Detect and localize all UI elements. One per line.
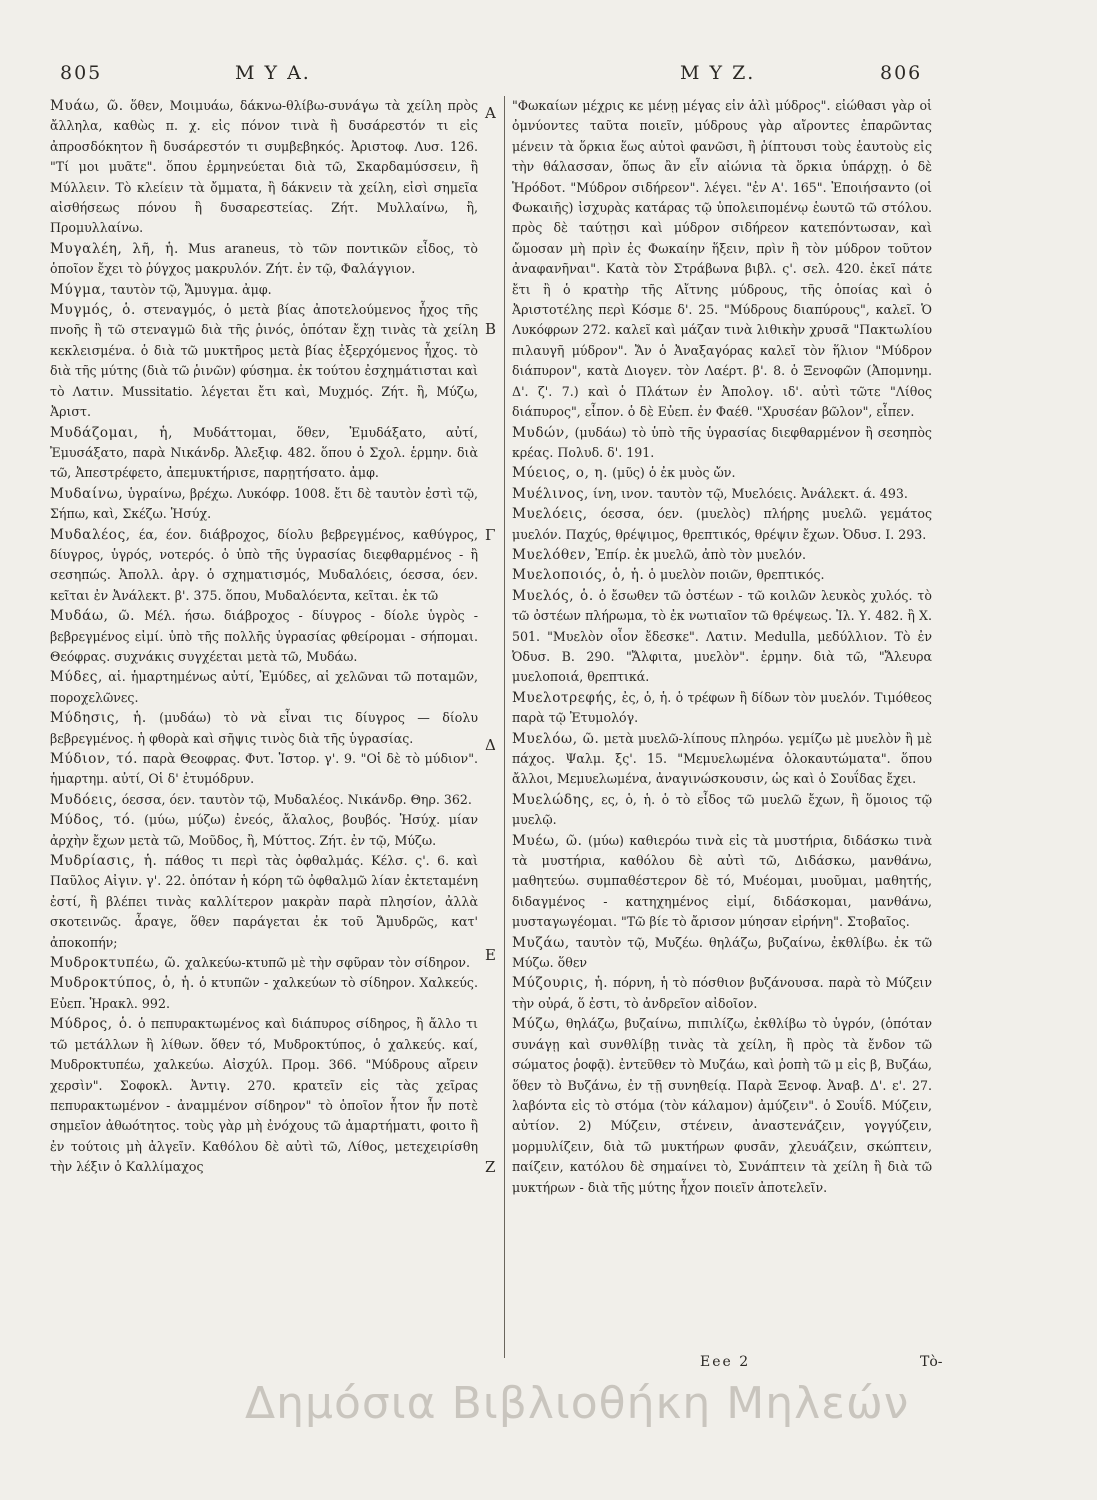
entry-definition: έα, έον. διάβροχος, δίολυ βεβρεγμένος, καθύγρος, δίυγρος, ὑγρός, νοτερός. ὁ ὑπὸ τῆς ὑγρασίας διεφθαρμένος - ἢ σεσηπώς. Ἀπολλ. ἀργ. ὁ σχηματισμός, Μυδαλόεις, όεσσα, όεν. κεῖται ἐν Ἀνάλεκτ. β'. 375. ὅπου, Μυδαλόεντα, κεῖται. ἐκ τῶ [50, 526, 478, 603]
entry-headword: Μυδών, [512, 424, 570, 441]
entry-definition: όεσσα, όεν. ταυτὸν τῷ, Μυδαλέος. Νικάνδρ. Θηρ. 362. [121, 791, 472, 807]
entry-headword: Μυδάζομαι, ἡ, [50, 424, 174, 441]
entry-definition: αἱ. ἡμαρτημένως αὐτί, Ἐμύδες, αἱ χελῶναι τῶ ποταμῶν, ποροχελῶνες. [50, 669, 478, 705]
entry-headword: Μυελόεις, [512, 506, 588, 523]
entry-definition: (μυδάω) τὸ νὰ εἶναι τις δίυγρος — δίολυ βεβρεγμένος. ἡ φθορὰ καὶ σῆψις τινὸς διὰ τῆς ὑγρασίας. [50, 710, 478, 746]
entry-headword: Μυδαίνω, [50, 485, 124, 502]
right-column [512, 96, 932, 1364]
margin-letter: Α [485, 104, 496, 122]
entry-headword: Μυδόεις, [50, 791, 118, 808]
dictionary-entry [50, 708, 478, 749]
entry-definition: ὁ κτυπῶν - χαλκεύων τὸ σίδηρον. Χαλκεύς. Εὐεπ. Ἡρακλ. 992. [50, 975, 478, 1011]
dictionary-entry [50, 423, 478, 484]
dictionary-entry [50, 810, 478, 851]
entry-headword: Μύδες, [50, 669, 103, 686]
entry-headword: Μυάω, ῶ. [50, 98, 124, 114]
entry-headword: Μυζάω, [512, 934, 570, 951]
entry-headword: Μυδαλέος, [50, 526, 131, 543]
entry-headword: Μυελός, ὁ. [512, 587, 594, 604]
running-head [60, 62, 940, 98]
entry-headword: Μυέλινος, [512, 485, 589, 502]
margin-letter: Ζ [485, 1158, 496, 1176]
entry-headword: Μυδάω, ῶ. [50, 608, 136, 625]
dictionary-entry [512, 1014, 932, 1198]
dictionary-entry [50, 606, 478, 667]
margin-letter: Γ [485, 526, 496, 544]
entry-headword: Μυελοτρεφής, [512, 689, 618, 706]
entry-headword: Μύειος, ο, η. [512, 465, 609, 482]
running-title-right: Μ Υ Ζ. [680, 62, 756, 84]
entry-definition: Μυδάττομαι, ὅθεν, Ἐμυδάξατο, αὐτί, Ἐμυσάξατο, παρὰ Νικάνδρ. Ἀλεξιφ. 482. ὅπου ὁ Σχολ. ἑρμην. διὰ τῶ, Ἀπεστρέφετο, ἀπεμυκτήρισε, παρῃτήσατο. ἀμφ. [50, 424, 478, 481]
catchword: Τὸ- [920, 1354, 943, 1370]
dictionary-entry [512, 586, 932, 688]
entry-headword: Μυελόθεν, [512, 546, 592, 563]
library-watermark: Δημόσια Βιβλιοθήκη Μηλεών [245, 1378, 910, 1429]
entry-definition: παρὰ Θεοφρας. Φυτ. Ἱστορ. γ'. 9. "Οἱ δὲ τὸ μύδιον". ἡμαρτημ. αὐτί, Οἱ δ' ἐτυμόδρυν. [50, 751, 478, 787]
entry-definition: θηλάζω, βυζαίνω, πιπιλίζω, ἐκθλίβω τὸ ὑγρόν, (ὁπόταν συνάγῃ καὶ συνθλίβῃ τινὰς τὰ χείλη, ἢ πρὸς τὰ ἔνδον τῶ σώματος ῥοφᾷ). ἐντεῦθεν τὸ Μυζάω, καὶ ῥοπὴ τῶ μ εἰς β, Βυζάω, ὅθεν τὸ Βυζάνω, ἐν τῇ συνηθείᾳ. Παρὰ Ξενοφ. Ἀναβ. Δ'. ε'. 27. λαβόντα εἰς τὸ στόμα (τὸν κάλαμον) ἀμύζειν". ὁ Σουΐδ. Μύζειν, αὐτίον. 2) Μύζειν, στένειν, ἀναστενάζειν, γογγύζειν, μορμυλίζειν, διὰ τῶ μυκτήρων φυσᾶν, χλευάζειν, σκώπτειν, παίζειν, κατόλου δὲ σημαίνει τὸ, Συνάπτειν τὰ χείλη ἢ διὰ τῶ μυκτήρων - διὰ τῆς μύτης ἦχον ποιεῖν ἀποτελεῖν. [512, 1016, 932, 1195]
entry-headword: Μυδροκτυπέω, ῶ. [50, 955, 181, 972]
dictionary-entry [50, 300, 478, 422]
dictionary-entry [512, 463, 932, 483]
entry-headword: Μύγμα, [50, 281, 107, 298]
entry-definition: Mus araneus, τὸ τῶν ποντικῶν εἶδος, τὸ ὁποῖον ἔχει τὸ ῥύγχος μακρυλόν. Ζήτ. ἐν τῷ, Φαλάγγιον. [50, 240, 478, 277]
dictionary-entry [512, 831, 932, 933]
dictionary-entry [512, 565, 932, 585]
page-number-left: 805 [60, 62, 103, 84]
dictionary-entry [50, 749, 478, 790]
dictionary-entry [512, 484, 932, 504]
entry-definition: ὁ πεπυρακτωμένος καὶ διάπυρος σίδηρος, ἢ ἄλλο τι τῶ μετάλλων ἢ λίθων. ὅθεν τό, Μυδροκτύπος, ὁ χαλκεύς. καί, Μυδροκτυπέω, χαλκεύω. Αἰσχύλ. Προμ. 366. "Μύδρους αἴρειν χερσὶν". Σοφοκλ. Ἀντιγ. 270. κρατεῖν εἰς τὰς χεῖρας πεπυρακτωμένον - ἀναμμένον σίδηρον" τὸ ὁποῖον ἦτον ἦν ποτὲ σημεῖον ἀθωότητος. τοὺς γὰρ μὴ ἐνόχους τῶ ἁμαρτήματι, φοιτο ἢ ἐν τούτοις μὴ ἀλγεῖν. Καθόλου δὲ αὐτὶ τῶ, Λίθος, μετεχειρίσθη τὴν λέξιν ὁ Καλλίμαχος [50, 1016, 478, 1175]
dictionary-entry [512, 973, 932, 1014]
dictionary-entry [50, 239, 478, 280]
dictionary-entry [512, 504, 932, 545]
margin-letter: Ε [485, 946, 496, 964]
margin-letter: Β [485, 320, 497, 338]
dictionary-entry [512, 729, 932, 790]
entry-headword: Μυδροκτύπος, ὁ, ἡ. [50, 975, 195, 992]
signature-mark: Eee 2 [700, 1354, 751, 1370]
entry-definition: Ἐπίρ. ἐκ μυελῶ, ἀπὸ τὸν μυελόν. [595, 546, 807, 562]
running-title-left: Μ Υ Α. [235, 62, 311, 84]
entry-definition: ίνη, ινον. ταυτὸν τῷ, Μυελόεις. Ἀνάλεκτ. ά. 493. [592, 485, 908, 501]
entry-headword: Μύδιον, τό. [50, 751, 139, 767]
column-rule [504, 96, 505, 1358]
entry-definition: (μῦς) ὁ ἐκ μυὸς ὤν. [612, 465, 736, 481]
dictionary-entry [50, 96, 478, 239]
dictionary-entry [50, 525, 478, 607]
entry-definition: χαλκεύω-κτυπῶ μὲ τὴν σφῦραν τὸν σίδηρον. [184, 955, 470, 971]
entry-headword: Μυελώδης, [512, 791, 595, 808]
entry-headword: Μυέω, ῶ. [512, 832, 583, 849]
entry-definition: (μύω, μύζω) ἐνεός, ἄλαλος, βουβός. Ἡσύχ. μίαν ἀρχὴν ἔχων μετὰ τῶ, Μοῦδος, ἢ, Μύττος. Ζήτ. ἐν τῷ, Μύζω. [50, 812, 478, 848]
entry-headword: Μυγαλέη, λῆ, ἡ. [50, 240, 179, 257]
entry-definition: (μυδάω) τὸ ὑπὸ τῆς ὑγρασίας διεφθαρμένον ἢ σεσηπὸς κρέας. Πολυδ. δ'. 191. [512, 424, 932, 460]
page-number-right: 806 [880, 62, 923, 84]
entry-definition: ες, ὁ, ἡ. ὁ τὸ εἶδος τῶ μυελῶ ἔχων, ἢ ὅμοιος τῷ μυελῷ. [512, 791, 932, 828]
dictionary-entry [50, 280, 478, 300]
entry-definition: ἐς, ὁ, ἡ. ὁ τρέφων ἢ δίδων τὸν μυελόν. Τιμόθεος παρὰ τῷ Ἐτυμολόγ. [512, 689, 932, 726]
dictionary-entry [512, 933, 932, 974]
entry-definition: μετὰ μυελῶ-λίπους πληρόω. γεμίζω μὲ μυελὸν ἢ μὲ πάχος. Ψαλμ. ξς'. 15. "Μεμυελωμένα ὁλοκαυτώματα". ὅπου ἄλλοι, Μεμυελωμένα, ἀναγινώσκουσιν, ὡς καὶ ὁ Σουΐδας ἔχει. [512, 730, 932, 787]
entry-definition: πόρνη, ἡ τὸ πόσθιον βυζάνουσα. παρὰ τὸ Μύζειν τὴν οὐρά, ὅ ἐστι, τὸ ἀνδρεῖον αἰδοῖον. [512, 975, 932, 1011]
entry-headword: Μύζω, [512, 1016, 560, 1033]
entry-definition: ὅθεν, Μοιμυάω, δάκνω-θλίβω-συνάγω τὰ χείλη πρὸς ἄλληλα, καθὼς π. χ. εἰς πόνον τινὰ ἢ δυσάρεστόν τι εἰς ἀπροσδόκητον ἢ δυσάρεστόν τι συμβεβηκός. Ἀριστοφ. Λυσ. 126. "Τί μοι μυᾶτε". ὅπου ἑρμηνεύεται διὰ τῶ, Σκαρδαμύσσειν, ἢ Μύλλειν. Τὸ κλείειν τὰ ὄμματα, ἢ δάκνειν τὰ χείλη, εἰσὶ σημεῖα αἰσθήσεως πόνου ἢ δυσαρεστείας. Ζήτ. Μυλλαίνω, ἢ, Προμυλλαίνω. [50, 98, 478, 236]
entry-headword: Μυγμός, ὁ. [50, 302, 136, 319]
entry-definition: όεσσα, όεν. (μυελὸς) πλήρης μυελῶ. γεμάτος μυελόν. Παχύς, θρέψιμος, θρεπτικός, θρέψιν ἔχων. Ὀδυσ. Ι. 293. [512, 506, 932, 542]
margin-letter: Δ [485, 736, 496, 754]
left-column [50, 96, 478, 1364]
entry-definition: Μέλ. ήσω. διάβροχος - δίυγρος - δίολε ὑγρὸς - βεβρεγμένος εἰμί. ὑπὸ τῆς πολλῆς ὑγρασίας φθείρομαι - σήπομαι. Θεόφρας. συχνάκις συγχέεται μετὰ τῶ, Μυδάω. [50, 608, 478, 664]
entry-headword: Μύδρος, ὁ. [50, 1016, 133, 1033]
entry-definition: ταυτὸν τῷ, Μυζέω. θηλάζω, βυζαίνω, ἐκθλίβω. ἐκ τῶ Μύζω. ὅθεν [512, 934, 932, 971]
dictionary-entry [512, 790, 932, 831]
dictionary-entry [512, 545, 932, 565]
entry-headword: Μύδησις, ἡ. [50, 710, 147, 727]
margin-section-letters [485, 96, 501, 1358]
dictionary-entry [50, 851, 478, 953]
entry-definition: στεναγμός, ὁ μετὰ βίας ἀποτελούμενος ἦχος τῆς πνοῆς ἢ τῶ στεναγμῶ διὰ τῆς ῥινός, ὁπόταν ἔχῃ τινὰς τὰ χείλη κεκλεισμένα. ὁ διὰ τῶ μυκτῆρος μετὰ βίας ἐξερχόμενος ἦχος. τὸ διὰ τῆς μύτης (διὰ τῶ ῥινῶν) φύσημα. ἐκ τούτου ἐσχημάτισται καὶ τὸ Λατιν. Mussitatio. λέγεται ἔτι καὶ, Μυχμός. Ζήτ. ἢ, Μύζω, Ἀριστ. [50, 302, 478, 420]
entry-definition: ὑγραίνω, βρέχω. Λυκόφρ. 1008. ἔτι δὲ ταυτὸν ἐστὶ τῷ, Σήπω, καὶ, Σκέζω. Ἡσύχ. [50, 485, 478, 522]
entry-definition: ταυτὸν τῷ, Ἄμυγμα. ἀμφ. [110, 281, 272, 297]
entry-headword: Μύζουρις, ἡ. [512, 975, 609, 992]
entry-headword: Μυελόω, ῶ. [512, 730, 600, 747]
dictionary-entry [50, 484, 478, 525]
page-footer [700, 1354, 950, 1378]
entry-definition: "Φωκαίων μέχρις κε μένῃ μέγας εἰν ἁλὶ μύδρος". εἰώθασι γὰρ οἱ ὀμνύοντες ταῦτα ποιεῖν, μύδρους γὰρ αἴροντες ἐπαρῶντας μένειν τὰ ὅρκια ἕως αὐτοὶ φανῶσι, ἢ ῥίπτουσι τοὺς ἑαυτοὺς εἰς τὴν θάλασσαν, ὅπως ἂν εἶν αἰώνια τὰ ὅρκια ὑπάρχῃ. ὁ δὲ Ἡρόδοτ. "Μύδρον σιδήρεον". λέγει. "ἐν Α'. 165". Ἐποιήσαντο (οἱ Φωκαιῆς) ἰσχυρὰς κατάρας τῷ ὑπολειπομένῳ ἑωυτῶ τῶ στόλου. πρὸς δὲ ταύτῃσι καὶ μύδρον σιδήρεον κατεπόντωσαν, καὶ ὤμοσαν μὴ πρὶν ἐς Φωκαίην ἥξειν, πρὶν ἢ τὸν μύδρον τοῦτον ἀναφανῆναι". Κατὰ τὸν Στράβωνα βιβλ. ς'. σελ. 420. ἐκεῖ πάτε ἔτι ἢ ὁ κρατὴρ τῆς Αἴτνης μύδρους, τῆς ὁποίας καὶ ὁ Ἀριστοτέλης περὶ Κόσμε δ'. 25. "Μύδρους διαπύρους", καλεῖ. Ὁ Λυκόφρων 272. καλεῖ καὶ μάζαν τινὰ λιθικὴν χρυσᾶ "Πακτωλίου πιλαυγῆ μύδρον". Ἄν ὁ Ἀναξαγόρας καλεῖ τὸν ἥλιον "Μύδρον διάπυρον", κατὰ Διογεν. τὸν Λαέρτ. β'. 8. ὁ Ξενοφῶν (Ἀπομνημ. Δ'. ζ'. 7.) καὶ ὁ Πλάτων ἐν Ἀπολογ. ιδ'. αὐτὶ τῶτε "Λίθος διάπυρος", εἶπον. ὁ δὲ Εὐεπ. ἐν Φαέθ. "Χρυσέαν βῶλον", εἶπεν. [512, 98, 932, 420]
dictionary-entry [512, 688, 932, 729]
entry-definition: (μύω) καθιερόω τινὰ εἰς τὰ μυστήρια, διδάσκω τινὰ τὰ μυστήρια, καθόλου δὲ αὐτὶ τῶ, Διδάσκω, μανθάνω, μαθητεύω. συμπαθέστερον δὲ τό, Μυέομαι, μυοῦμαι, μαθητής, διδαγμένος - κατηχημένος εἰμί, διδάσκομαι, μανθάνω, μυσταγωγέομαι. "Τῶ βίε τὸ ἄρισον μύησαν εἰρήνη". Στοβαῖος. [512, 832, 932, 930]
dictionary-entry [50, 790, 478, 810]
entry-definition: ὁ μυελὸν ποιῶν, θρεπτικός. [648, 567, 825, 583]
entry-headword: Μυδρίασις, ἡ. [50, 853, 158, 870]
dictionary-entry [512, 96, 932, 423]
entry-definition: ὁ ἔσωθεν τῶ ὀστέων - τῶ κοιλῶν λευκὸς χυλός. τὸ τῶ ὀστέων πλήρωμα, τὸ ἐκ νωτιαῖον τῶ θρέψεως. Ἰλ. Υ. 482. ἢ Χ. 501. "Μυελὸν οἶον ἔδεσκε". Λατιν. Medulla, μεδύλλιον. Τὸ ἐν Ὀδυσ. Β. 290. "Ἄλφιτα, μυελὸν". ἑρμην. διὰ τῶ, "Ἄλευρα μυελοποιά, θρεπτικά. [512, 587, 932, 685]
entry-definition: πάθος τι περὶ τὰς ὀφθαλμάς. Κέλσ. ς'. 6. καὶ Παῦλος Αἰγιν. γ'. 22. ὁπόταν ἡ κόρη τῶ ὀφθαλμῶ λίαν ἐκτεταμένη ἐστί, ἢ βλέπει τινὰς καλλίτερον μακρὰν παρὰ πλησίον, ἀλλὰ σκοτεινῶς. ἆραγε, ὅθεν παράγεται ἐκ τοῦ Ἄμυδρῶς, κατ' ἀποκοπήν; [50, 853, 478, 950]
dictionary-entry [50, 953, 478, 973]
entry-headword: Μυελοποιός, ὁ, ἡ. [512, 567, 645, 584]
dictionary-entry [512, 423, 932, 464]
dictionary-entry [50, 1014, 478, 1177]
dictionary-entry [50, 667, 478, 708]
entry-headword: Μύδος, τό. [50, 812, 136, 829]
dictionary-entry [50, 973, 478, 1014]
